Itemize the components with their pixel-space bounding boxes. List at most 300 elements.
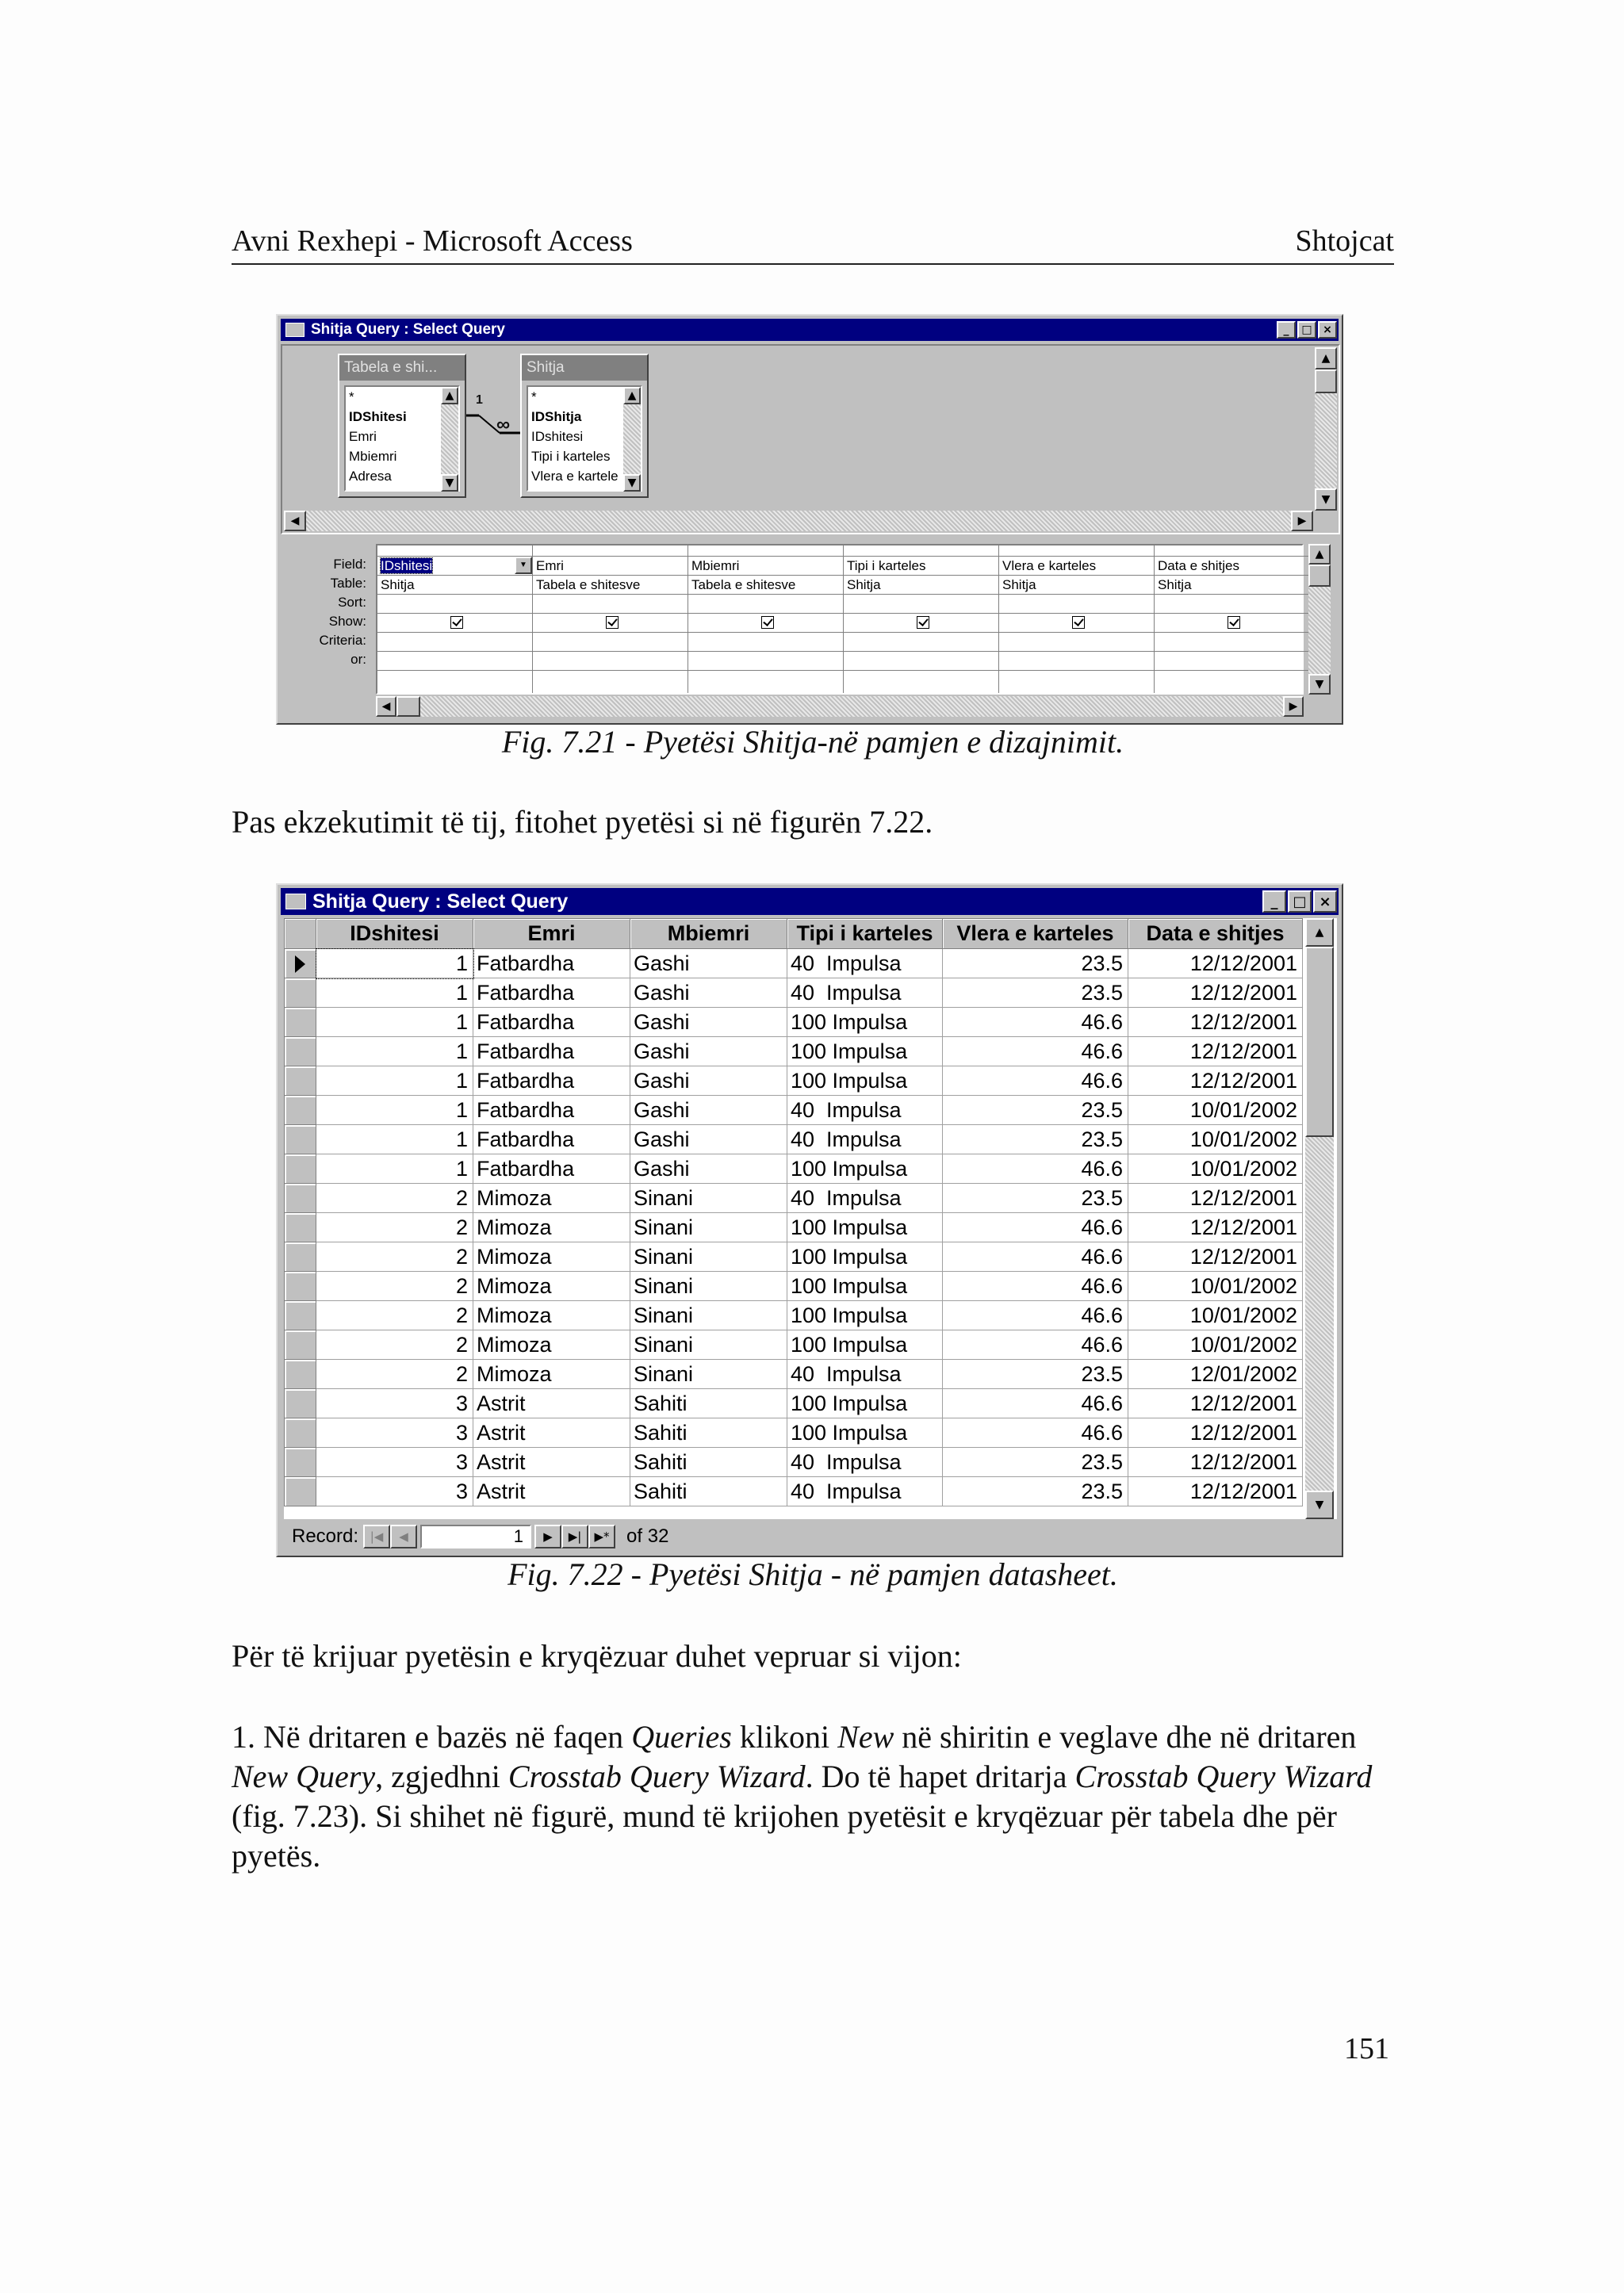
cell-idshitesi[interactable]: 2 xyxy=(316,1360,473,1389)
cell-vlera[interactable]: 46.6 xyxy=(943,1330,1128,1360)
grid-scroll-right-button[interactable]: ▶ xyxy=(1283,696,1304,717)
page-number: 151 xyxy=(1344,2032,1389,2065)
column-header-tipi-i-karteles[interactable]: Tipi i karteles xyxy=(787,919,943,949)
field-item[interactable]: Tipi i karteles xyxy=(531,449,611,464)
table-row[interactable] xyxy=(285,1125,1303,1154)
show-cell[interactable] xyxy=(999,614,1154,633)
show-cell[interactable] xyxy=(844,614,998,633)
or-cell[interactable] xyxy=(999,652,1154,671)
title-bar[interactable] xyxy=(281,888,1339,915)
cell-vlera[interactable]: 46.6 xyxy=(943,1154,1128,1184)
grid-scroll-thumb[interactable] xyxy=(1308,565,1331,587)
cell-vlera[interactable]: 46.6 xyxy=(943,1272,1128,1301)
column-header-mbiemri[interactable]: Mbiemri xyxy=(630,919,787,949)
cell-tipi[interactable]: 40 Impulsa xyxy=(787,1477,943,1506)
table-cell[interactable]: Shitja xyxy=(1155,576,1309,595)
row-label-criteria: Criteria: xyxy=(319,633,366,648)
cell-emri[interactable]: Mimoza xyxy=(473,1213,630,1242)
column-header-data-e-shitjes[interactable]: Data e shitjes xyxy=(1128,919,1303,949)
record-selector[interactable] xyxy=(285,1125,316,1154)
cell-vlera[interactable]: 46.6 xyxy=(943,1301,1128,1330)
cell-idshitesi[interactable]: 3 xyxy=(316,1448,473,1477)
record-selector[interactable] xyxy=(285,1008,316,1037)
show-cell[interactable] xyxy=(1155,614,1309,633)
table-row[interactable] xyxy=(285,1037,1303,1066)
cell-data[interactable]: 12/12/2001 xyxy=(1128,978,1303,1008)
record-selector[interactable] xyxy=(285,1389,316,1418)
cell-tipi[interactable]: 40 Impulsa xyxy=(787,949,943,978)
next-record-button[interactable]: ▶ xyxy=(534,1525,561,1548)
field-item-key[interactable]: IDShitesi xyxy=(349,409,407,424)
field-item[interactable]: Adresa xyxy=(349,469,392,484)
cell-mbiemri[interactable]: Sahiti xyxy=(630,1477,787,1506)
maximize-button[interactable]: □ xyxy=(1297,321,1316,339)
cell-idshitesi[interactable]: 1 xyxy=(316,1037,473,1066)
or-cell[interactable] xyxy=(377,652,532,671)
field-item[interactable]: Mbiemri xyxy=(349,449,397,464)
cell-idshitesi[interactable]: 3 xyxy=(316,1389,473,1418)
criteria-cell[interactable] xyxy=(688,633,843,652)
field-item[interactable]: * xyxy=(349,389,354,404)
cell-data[interactable]: 12/12/2001 xyxy=(1128,1008,1303,1037)
running-header xyxy=(232,222,1394,265)
close-button[interactable]: × xyxy=(1318,321,1337,339)
cell-mbiemri[interactable]: Sinani xyxy=(630,1301,787,1330)
scroll-up-button[interactable]: ▲ xyxy=(441,387,458,404)
cell-vlera[interactable]: 23.5 xyxy=(943,978,1128,1008)
table-cell[interactable]: Shitja xyxy=(844,576,998,595)
record-selector[interactable] xyxy=(285,1477,316,1506)
datasheet-scroll-down-button[interactable]: ▼ xyxy=(1305,1491,1334,1519)
cell-mbiemri[interactable]: Gashi xyxy=(630,1096,787,1125)
cell-idshitesi[interactable]: 2 xyxy=(316,1213,473,1242)
window-title: Shitja Query : Select Query xyxy=(311,321,505,338)
show-checkbox[interactable] xyxy=(917,616,929,629)
cell-data[interactable]: 10/01/2002 xyxy=(1128,1330,1303,1360)
cell-data[interactable]: 12/01/2002 xyxy=(1128,1360,1303,1389)
table-row[interactable] xyxy=(285,978,1303,1008)
pane-scroll-down-button[interactable]: ▼ xyxy=(1315,488,1337,511)
cell-vlera[interactable]: 46.6 xyxy=(943,1213,1128,1242)
cell-vlera[interactable]: 46.6 xyxy=(943,1037,1128,1066)
pane-horizontal-scrollbar[interactable] xyxy=(306,511,1294,531)
step-text: klikoni xyxy=(731,1719,838,1755)
cell-tipi[interactable]: 100 Impulsa xyxy=(787,1154,943,1184)
grid-column-6 xyxy=(1155,545,1310,693)
sort-cell[interactable] xyxy=(688,595,843,614)
paragraph-step-1 xyxy=(232,1717,1397,1876)
grid-scroll-up-button[interactable]: ▲ xyxy=(1308,544,1331,565)
table-row[interactable] xyxy=(285,1272,1303,1301)
pane-scroll-up-button[interactable]: ▲ xyxy=(1315,347,1337,369)
criteria-cell[interactable] xyxy=(1155,633,1309,652)
field-cell[interactable]: Vlera e karteles xyxy=(999,557,1154,576)
pane-scroll-right-button[interactable]: ▶ xyxy=(1291,511,1313,531)
cell-tipi[interactable]: 100 Impulsa xyxy=(787,1008,943,1037)
scrollbar-track[interactable] xyxy=(441,404,458,474)
cell-tipi[interactable]: 100 Impulsa xyxy=(787,1066,943,1096)
cell-vlera[interactable]: 23.5 xyxy=(943,1184,1128,1213)
field-list-body xyxy=(527,385,642,492)
or-cell[interactable] xyxy=(533,652,688,671)
show-cell[interactable] xyxy=(377,614,532,633)
cell-mbiemri[interactable]: Sinani xyxy=(630,1360,787,1389)
cell-idshitesi[interactable]: 2 xyxy=(316,1301,473,1330)
table-row[interactable] xyxy=(285,1184,1303,1213)
cell-tipi[interactable]: 40 Impulsa xyxy=(787,978,943,1008)
criteria-cell[interactable] xyxy=(999,633,1154,652)
cell-idshitesi[interactable]: 2 xyxy=(316,1330,473,1360)
column-selector[interactable] xyxy=(533,545,688,557)
record-label: Record: xyxy=(292,1525,359,1547)
cell-data[interactable]: 10/01/2002 xyxy=(1128,1301,1303,1330)
scroll-up-button[interactable]: ▲ xyxy=(623,387,641,404)
cell-mbiemri[interactable]: Gashi xyxy=(630,1154,787,1184)
table-row[interactable] xyxy=(285,1418,1303,1448)
cell-tipi[interactable]: 40 Impulsa xyxy=(787,1448,943,1477)
datasheet-vertical-scrollbar[interactable] xyxy=(1305,1137,1334,1491)
column-header-idshitesi[interactable]: IDshitesi xyxy=(316,919,473,949)
record-selector[interactable] xyxy=(285,1330,316,1360)
table-row[interactable] xyxy=(285,949,1303,978)
cell-emri[interactable]: Astrit xyxy=(473,1448,630,1477)
field-cell[interactable]: Tipi i karteles xyxy=(844,557,998,576)
cell-mbiemri[interactable]: Gashi xyxy=(630,1125,787,1154)
cell-tipi[interactable]: 40 Impulsa xyxy=(787,1184,943,1213)
table-row[interactable] xyxy=(285,1389,1303,1418)
table-row[interactable] xyxy=(285,1066,1303,1096)
row-label-show: Show: xyxy=(328,614,366,629)
cell-idshitesi[interactable]: 1 xyxy=(316,1066,473,1096)
cell-data[interactable]: 10/01/2002 xyxy=(1128,1272,1303,1301)
table-row[interactable] xyxy=(285,1330,1303,1360)
field-list-body xyxy=(344,385,460,492)
cell-tipi[interactable]: 40 Impulsa xyxy=(787,1096,943,1125)
cell-data[interactable]: 12/12/2001 xyxy=(1128,1448,1303,1477)
row-label-field: Field: xyxy=(333,557,366,572)
step-text: në shiritin e veglave dhe në dritaren xyxy=(894,1719,1357,1755)
paragraph-intro: Pas ekzekutimit të tij, fitohet pyetësi si në figurën 7.22. xyxy=(232,804,933,840)
row-label-table: Table: xyxy=(330,576,366,591)
cell-emri[interactable]: Mimoza xyxy=(473,1301,630,1330)
or-cell[interactable] xyxy=(688,652,843,671)
grid-vertical-scrollbar[interactable] xyxy=(1308,587,1331,674)
record-selector[interactable] xyxy=(285,1242,316,1272)
cell-tipi[interactable]: 100 Impulsa xyxy=(787,1242,943,1272)
cell-mbiemri[interactable]: Sahiti xyxy=(630,1389,787,1418)
or-cell[interactable] xyxy=(844,652,998,671)
cell-emri[interactable]: Mimoza xyxy=(473,1360,630,1389)
table-row[interactable] xyxy=(285,1242,1303,1272)
cell-vlera[interactable]: 46.6 xyxy=(943,1418,1128,1448)
cell-data[interactable]: 12/12/2001 xyxy=(1128,1184,1303,1213)
cell-idshitesi[interactable]: 1 xyxy=(316,949,473,978)
cell-mbiemri[interactable]: Sahiti xyxy=(630,1418,787,1448)
table-row[interactable] xyxy=(285,1477,1303,1506)
show-cell[interactable] xyxy=(533,614,688,633)
cell-emri[interactable]: Fatbardha xyxy=(473,1096,630,1125)
datasheet-scroll-up-button[interactable]: ▲ xyxy=(1305,918,1334,947)
field-list-title[interactable]: Shitja xyxy=(522,355,647,381)
grid-column-5 xyxy=(999,545,1155,693)
cell-data[interactable]: 10/01/2002 xyxy=(1128,1096,1303,1125)
cell-emri[interactable]: Mimoza xyxy=(473,1272,630,1301)
cell-emri[interactable]: Fatbardha xyxy=(473,1037,630,1066)
cell-tipi[interactable]: 100 Impulsa xyxy=(787,1301,943,1330)
field-item[interactable]: * xyxy=(531,389,537,404)
cell-vlera[interactable]: 23.5 xyxy=(943,1096,1128,1125)
cell-vlera[interactable]: 46.6 xyxy=(943,1008,1128,1037)
record-selector[interactable] xyxy=(285,1301,316,1330)
minimize-button[interactable]: _ xyxy=(1262,890,1286,913)
or-cell[interactable] xyxy=(1155,652,1309,671)
cell-idshitesi[interactable]: 1 xyxy=(316,1154,473,1184)
cell-idshitesi[interactable]: 3 xyxy=(316,1418,473,1448)
select-all-corner[interactable] xyxy=(285,919,316,949)
datasheet-grid xyxy=(284,918,1337,1519)
cell-mbiemri[interactable]: Gashi xyxy=(630,949,787,978)
table-pane xyxy=(281,344,1340,534)
field-cell[interactable]: Data e shitjes xyxy=(1155,557,1309,576)
cell-mbiemri[interactable]: Sinani xyxy=(630,1272,787,1301)
cell-tipi[interactable]: 100 Impulsa xyxy=(787,1389,943,1418)
sort-cell[interactable] xyxy=(999,595,1154,614)
criteria-cell[interactable] xyxy=(844,633,998,652)
step-text: 1. Në dritaren e bazës në faqen xyxy=(232,1719,632,1755)
cell-vlera[interactable]: 23.5 xyxy=(943,1360,1128,1389)
cell-vlera[interactable]: 46.6 xyxy=(943,1066,1128,1096)
title-bar[interactable] xyxy=(281,319,1339,341)
cell-emri[interactable]: Astrit xyxy=(473,1389,630,1418)
cell-emri[interactable]: Fatbardha xyxy=(473,1066,630,1096)
cell-vlera[interactable]: 23.5 xyxy=(943,1477,1128,1506)
maximize-button[interactable]: □ xyxy=(1288,890,1312,913)
header-section: Shtojcat xyxy=(1295,224,1394,258)
show-cell[interactable] xyxy=(688,614,843,633)
grid-scroll-down-button[interactable]: ▼ xyxy=(1308,674,1331,695)
scroll-down-button[interactable]: ▼ xyxy=(623,474,641,492)
row-label-sort: Sort: xyxy=(338,595,366,610)
current-record-field[interactable]: 1 xyxy=(420,1525,531,1548)
step-term-new: New xyxy=(837,1719,894,1755)
cell-data[interactable]: 12/12/2001 xyxy=(1128,1213,1303,1242)
close-button[interactable]: × xyxy=(1313,890,1337,913)
cell-emri[interactable]: Mimoza xyxy=(473,1242,630,1272)
cell-mbiemri[interactable]: Gashi xyxy=(630,1066,787,1096)
design-grid xyxy=(376,544,1304,695)
cell-data[interactable]: 12/12/2001 xyxy=(1128,949,1303,978)
table-row[interactable] xyxy=(285,1213,1303,1242)
last-record-button[interactable]: ▶| xyxy=(561,1525,588,1548)
scroll-down-button[interactable]: ▼ xyxy=(441,474,458,492)
record-selector[interactable] xyxy=(285,978,316,1008)
cell-emri[interactable]: Mimoza xyxy=(473,1330,630,1360)
pane-scroll-thumb[interactable] xyxy=(1315,369,1337,393)
cell-idshitesi[interactable]: 2 xyxy=(316,1242,473,1272)
grid-column-3 xyxy=(688,545,844,693)
field-list-shitja[interactable] xyxy=(520,354,649,498)
field-cell[interactable] xyxy=(377,557,532,576)
cell-mbiemri[interactable]: Sinani xyxy=(630,1330,787,1360)
step-term-new-query: New Query xyxy=(232,1759,376,1794)
field-cell[interactable]: Mbiemri xyxy=(688,557,843,576)
cell-emri[interactable]: Fatbardha xyxy=(473,1125,630,1154)
datasheet-scroll-thumb[interactable] xyxy=(1305,947,1334,1137)
record-selector[interactable] xyxy=(285,1184,316,1213)
column-selector[interactable] xyxy=(999,545,1154,557)
cell-data[interactable]: 12/12/2001 xyxy=(1128,1418,1303,1448)
field-cell[interactable]: Emri xyxy=(533,557,688,576)
cell-tipi[interactable]: 100 Impulsa xyxy=(787,1272,943,1301)
record-selector[interactable] xyxy=(285,1066,316,1096)
sort-cell[interactable] xyxy=(377,595,532,614)
step-text: (fig. 7.23). Si shihet në figurë, mund të krijohen pyetësit e kryqëzuar për tabela dhe për pyetës. xyxy=(232,1798,1337,1874)
record-navigation-bar xyxy=(284,1522,1337,1551)
cell-emri[interactable]: Astrit xyxy=(473,1477,630,1506)
cell-mbiemri[interactable]: Sinani xyxy=(630,1213,787,1242)
grid-hscroll-thumb[interactable] xyxy=(396,696,420,717)
column-header-emri[interactable]: Emri xyxy=(473,919,630,949)
field-list-title[interactable]: Tabela e shi... xyxy=(339,355,465,381)
show-checkbox[interactable] xyxy=(761,616,774,629)
record-selector[interactable] xyxy=(285,1037,316,1066)
cell-vlera[interactable]: 23.5 xyxy=(943,1448,1128,1477)
step-term-crosstab-wizard: Crosstab Query Wizard xyxy=(508,1759,806,1794)
cell-data[interactable]: 12/12/2001 xyxy=(1128,1066,1303,1096)
step-text: , zgjedhni xyxy=(375,1759,508,1794)
cell-emri[interactable]: Astrit xyxy=(473,1418,630,1448)
criteria-cell[interactable] xyxy=(533,633,688,652)
cell-mbiemri[interactable]: Sinani xyxy=(630,1184,787,1213)
table-cell[interactable]: Shitja xyxy=(377,576,532,595)
criteria-cell[interactable] xyxy=(377,633,532,652)
cell-mbiemri[interactable]: Sahiti xyxy=(630,1448,787,1477)
table-cell[interactable]: Shitja xyxy=(999,576,1154,595)
cell-data[interactable]: 10/01/2002 xyxy=(1128,1154,1303,1184)
record-selector[interactable] xyxy=(285,1448,316,1477)
cell-emri[interactable]: Fatbardha xyxy=(473,1008,630,1037)
field-value[interactable]: IDshitesi xyxy=(381,558,433,573)
cell-mbiemri[interactable]: Gashi xyxy=(630,1037,787,1066)
row-label-or: or: xyxy=(350,652,366,667)
cell-emri[interactable]: Fatbardha xyxy=(473,1154,630,1184)
cell-data[interactable]: 12/12/2001 xyxy=(1128,1242,1303,1272)
show-checkbox[interactable] xyxy=(1072,616,1085,629)
field-item[interactable]: Vlera e kartele xyxy=(531,469,619,484)
record-selector[interactable] xyxy=(285,1154,316,1184)
cell-vlera[interactable]: 23.5 xyxy=(943,949,1128,978)
cell-idshitesi[interactable]: 1 xyxy=(316,1125,473,1154)
query-icon xyxy=(285,894,306,909)
cell-tipi[interactable]: 100 Impulsa xyxy=(787,1418,943,1448)
table-row[interactable] xyxy=(285,1301,1303,1330)
show-checkbox[interactable] xyxy=(1228,616,1240,629)
record-selector[interactable] xyxy=(285,1096,316,1125)
field-item-key[interactable]: IDShitja xyxy=(531,409,582,424)
cell-mbiemri[interactable]: Sinani xyxy=(630,1242,787,1272)
grid-horizontal-scrollbar[interactable] xyxy=(420,696,1283,717)
field-item[interactable]: IDshitesi xyxy=(531,429,584,444)
cell-vlera[interactable]: 23.5 xyxy=(943,1125,1128,1154)
cell-data[interactable]: 12/12/2001 xyxy=(1128,1477,1303,1506)
sort-cell[interactable] xyxy=(844,595,998,614)
cell-idshitesi[interactable]: 1 xyxy=(316,1096,473,1125)
current-record-selector[interactable] xyxy=(285,949,316,978)
figure-caption-7-22: Fig. 7.22 - Pyetësi Shitja - në pamjen datasheet. xyxy=(508,1556,1118,1592)
cell-idshitesi[interactable]: 3 xyxy=(316,1477,473,1506)
field-item[interactable]: Emri xyxy=(349,429,377,444)
cell-vlera[interactable]: 46.6 xyxy=(943,1242,1128,1272)
new-record-button[interactable]: ▶* xyxy=(588,1525,615,1548)
column-selector[interactable] xyxy=(688,545,843,557)
query-icon xyxy=(285,323,304,337)
cell-vlera[interactable]: 46.6 xyxy=(943,1389,1128,1418)
cell-mbiemri[interactable]: Gashi xyxy=(630,978,787,1008)
column-header-vlera-e-karteles[interactable]: Vlera e karteles xyxy=(943,919,1128,949)
table-row[interactable] xyxy=(285,1448,1303,1477)
cell-emri[interactable]: Mimoza xyxy=(473,1184,630,1213)
relationship-line xyxy=(466,409,523,441)
table-row[interactable] xyxy=(285,1008,1303,1037)
table-cell[interactable]: Tabela e shitesve xyxy=(533,576,688,595)
minimize-button[interactable]: _ xyxy=(1277,321,1296,339)
scrollbar-track[interactable] xyxy=(623,404,641,474)
column-selector[interactable] xyxy=(377,545,532,557)
column-selector[interactable] xyxy=(844,545,998,557)
show-checkbox[interactable] xyxy=(606,616,619,629)
cell-data[interactable]: 10/01/2002 xyxy=(1128,1125,1303,1154)
dropdown-arrow-icon[interactable]: ▼ xyxy=(515,557,532,574)
field-list-tabela-e-shitesve[interactable] xyxy=(338,354,466,498)
table-row[interactable] xyxy=(285,1096,1303,1125)
record-selector[interactable] xyxy=(285,1418,316,1448)
design-grid-pane xyxy=(281,539,1340,720)
show-checkbox[interactable] xyxy=(450,616,463,629)
first-record-button[interactable]: |◀ xyxy=(363,1525,390,1548)
pane-scroll-left-button[interactable]: ◀ xyxy=(284,511,306,531)
paragraph-crosstab-intro: Për të krijuar pyetësin e kryqëzuar duhet vepruar si vijon: xyxy=(232,1638,962,1674)
cell-emri[interactable]: Fatbardha xyxy=(473,978,630,1008)
grid-column-1 xyxy=(377,545,533,693)
cell-tipi[interactable]: 40 Impulsa xyxy=(787,1360,943,1389)
grid-scroll-left-button[interactable]: ◀ xyxy=(376,696,396,717)
cell-data[interactable]: 12/12/2001 xyxy=(1128,1389,1303,1418)
cell-tipi[interactable]: 100 Impulsa xyxy=(787,1213,943,1242)
record-selector[interactable] xyxy=(285,1213,316,1242)
record-selector[interactable] xyxy=(285,1360,316,1389)
cell-tipi[interactable]: 100 Impulsa xyxy=(787,1037,943,1066)
table-row[interactable] xyxy=(285,1154,1303,1184)
cell-tipi[interactable]: 100 Impulsa xyxy=(787,1330,943,1360)
join-many-label: ∞ xyxy=(496,414,511,435)
table-row[interactable] xyxy=(285,1360,1303,1389)
cell-idshitesi[interactable]: 1 xyxy=(316,1008,473,1037)
cell-data[interactable]: 12/12/2001 xyxy=(1128,1037,1303,1066)
cell-mbiemri[interactable]: Gashi xyxy=(630,1008,787,1037)
cell-emri[interactable]: Fatbardha xyxy=(473,949,630,978)
cell-tipi[interactable]: 40 Impulsa xyxy=(787,1125,943,1154)
column-selector[interactable] xyxy=(1155,545,1309,557)
cell-idshitesi[interactable]: 1 xyxy=(316,978,473,1008)
sort-cell[interactable] xyxy=(1155,595,1309,614)
sort-cell[interactable] xyxy=(533,595,688,614)
cell-idshitesi[interactable]: 2 xyxy=(316,1272,473,1301)
table-cell[interactable]: Tabela e shitesve xyxy=(688,576,843,595)
cell-idshitesi[interactable]: 2 xyxy=(316,1184,473,1213)
previous-record-button[interactable]: ◀ xyxy=(390,1525,417,1548)
header-author-title: Avni Rexhepi - Microsoft Access xyxy=(232,224,633,258)
record-selector[interactable] xyxy=(285,1272,316,1301)
